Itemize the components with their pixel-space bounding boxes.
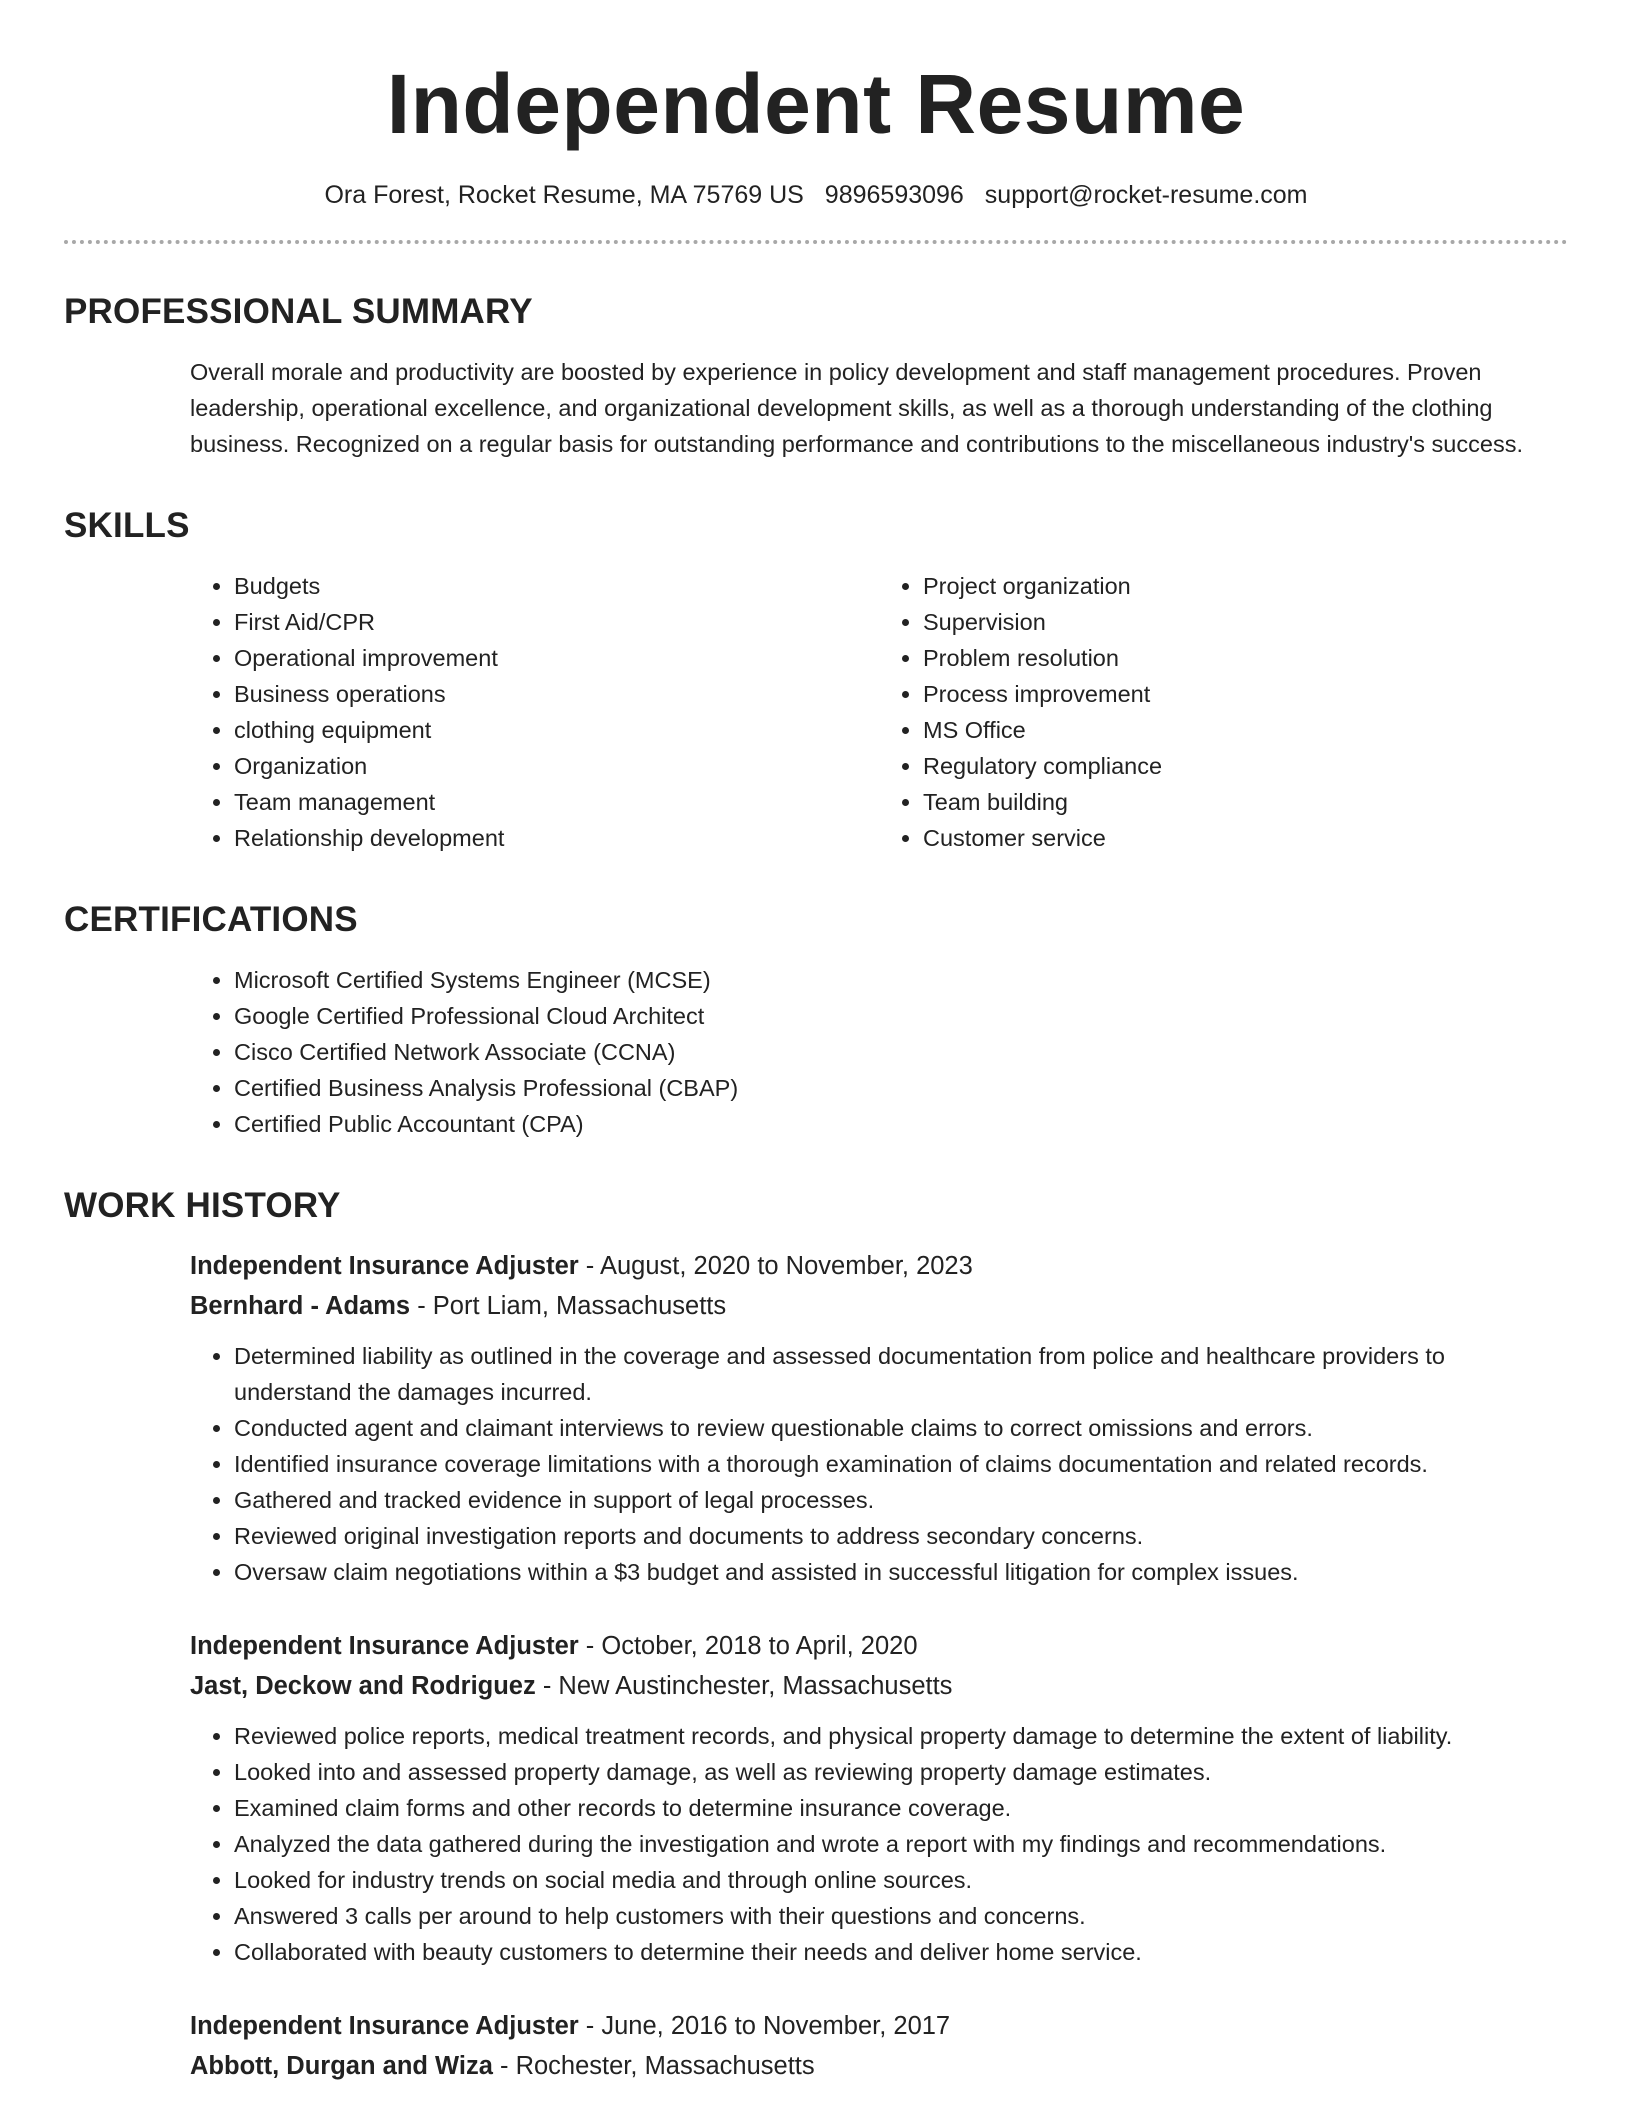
skill-item: • Organization	[234, 748, 879, 784]
job-bullets	[190, 1338, 1568, 1590]
job-bullet: • Collaborated with beauty customers to determine their needs and deliver home service.	[234, 1934, 1568, 1970]
certification-item: • Cisco Certified Network Associate (CCNA)	[234, 1034, 1568, 1070]
job-dates: - June, 2016 to November, 2017	[578, 2012, 951, 2040]
certifications-section	[64, 900, 1568, 1142]
job-bullet: • Gathered and tracked evidence in support of legal processes.	[234, 1482, 1568, 1518]
skill-item: • clothing equipment	[234, 712, 879, 748]
job-bullet: • Reviewed police reports, medical treatment records, and physical property damage to determine the extent of liability.	[234, 1718, 1568, 1754]
skill-item: • Customer service	[923, 820, 1568, 856]
job-company-line	[190, 1666, 1568, 1706]
job-title-line	[190, 2006, 1568, 2046]
job-role: Independent Insurance Adjuster	[190, 2012, 579, 2040]
job-company: Abbott, Durgan and Wiza	[190, 2052, 493, 2080]
job-bullet: • Answered 3 calls per around to help customers with their questions and concerns.	[234, 1898, 1568, 1934]
contact-line	[64, 180, 1568, 210]
job-bullets	[190, 1718, 1568, 1970]
job-role: Independent Insurance Adjuster	[190, 1632, 579, 1660]
resume-name: Independent Resume	[386, 57, 1246, 151]
skill-item: • Supervision	[923, 604, 1568, 640]
work-title: WORK HISTORY	[64, 1186, 341, 1225]
summary-section	[64, 292, 1568, 462]
job-company: Bernhard - Adams	[190, 1292, 411, 1320]
contact-phone: 9896593096	[824, 181, 964, 209]
job-location: - Port Liam, Massachusetts	[410, 1292, 727, 1320]
certifications-list	[190, 962, 1568, 1142]
job-bullet: • Looked for industry trends on social media and through online sources.	[234, 1862, 1568, 1898]
job-bullet: • Identified insurance coverage limitations with a thorough examination of claims documentation and related records.	[234, 1446, 1568, 1482]
header-divider	[64, 240, 1568, 244]
job-bullet: • Determined liability as outlined in the coverage and assessed documentation from police and healthcare providers to understand the damages incurred.	[234, 1338, 1568, 1410]
job-title-line	[190, 1626, 1568, 1666]
skill-item: • Problem resolution	[923, 640, 1568, 676]
job-bullet: • Examined claim forms and other records to determine insurance coverage.	[234, 1790, 1568, 1826]
job-entry	[190, 1246, 1568, 1590]
job-role: Independent Insurance Adjuster	[190, 1252, 579, 1280]
job-bullet: • Oversaw claim negotiations within a $3 budget and assisted in successful litigation for complex issues.	[234, 1554, 1568, 1590]
contact-address: Ora Forest, Rocket Resume, MA 75769 US	[324, 181, 804, 209]
contact-email: support@rocket-resume.com	[984, 181, 1308, 209]
job-bullet: • Looked into and assessed property damage, as well as reviewing property damage estimates.	[234, 1754, 1568, 1790]
skills-list-left	[190, 568, 879, 856]
summary-text: Overall morale and productivity are boosted by experience in policy development and staff management procedures. Proven leadership, operational excellence, and organizational development skills, as well as a thorough understanding of the clothing business. Recognized on a regular basis for outstanding performance and contributions to the miscellaneous industry's success.	[190, 359, 1523, 457]
skill-item: • Team management	[234, 784, 879, 820]
job-title-line	[190, 1246, 1568, 1286]
job-location: - New Austinchester, Massachusetts	[535, 1672, 953, 1700]
skill-item: • MS Office	[923, 712, 1568, 748]
skills-columns	[190, 568, 1568, 856]
skill-item: • Operational improvement	[234, 640, 879, 676]
job-bullet: • Reviewed original investigation reports and documents to address secondary concerns.	[234, 1518, 1568, 1554]
skills-section	[64, 506, 1568, 856]
job-location: - Rochester, Massachusetts	[492, 2052, 815, 2080]
skills-list-right	[879, 568, 1568, 856]
job-bullet: • Analyzed the data gathered during the investigation and wrote a report with my findings and recommendations.	[234, 1826, 1568, 1862]
skill-item: • Business operations	[234, 676, 879, 712]
certification-item: • Certified Public Accountant (CPA)	[234, 1106, 1568, 1142]
certification-item: • Google Certified Professional Cloud Architect	[234, 998, 1568, 1034]
job-entry	[190, 1626, 1568, 1970]
skill-item: • Budgets	[234, 568, 879, 604]
skill-item: • Project organization	[923, 568, 1568, 604]
jobs-list	[190, 1246, 1568, 2086]
job-company-line	[190, 2046, 1568, 2086]
job-bullet: • Conducted agent and claimant interviews to review questionable claims to correct omissions and errors.	[234, 1410, 1568, 1446]
skill-item: • Relationship development	[234, 820, 879, 856]
certification-item: • Certified Business Analysis Professional (CBAP)	[234, 1070, 1568, 1106]
work-section	[64, 1186, 1568, 2086]
certifications-wrap	[190, 962, 1568, 1142]
job-dates: - October, 2018 to April, 2020	[578, 1632, 918, 1660]
skill-item: • Team building	[923, 784, 1568, 820]
certification-item: • Microsoft Certified Systems Engineer (MCSE)	[234, 962, 1568, 998]
certifications-title: CERTIFICATIONS	[64, 900, 358, 939]
skill-item: • Process improvement	[923, 676, 1568, 712]
job-dates: - August, 2020 to November, 2023	[578, 1252, 973, 1280]
skill-item: • Regulatory compliance	[923, 748, 1568, 784]
resume-header	[64, 0, 1568, 210]
skill-item: • First Aid/CPR	[234, 604, 879, 640]
job-entry	[190, 2006, 1568, 2086]
job-company-line	[190, 1286, 1568, 1326]
summary-title: PROFESSIONAL SUMMARY	[64, 292, 533, 331]
job-company: Jast, Deckow and Rodriguez	[190, 1672, 536, 1700]
skills-title: SKILLS	[64, 506, 190, 545]
